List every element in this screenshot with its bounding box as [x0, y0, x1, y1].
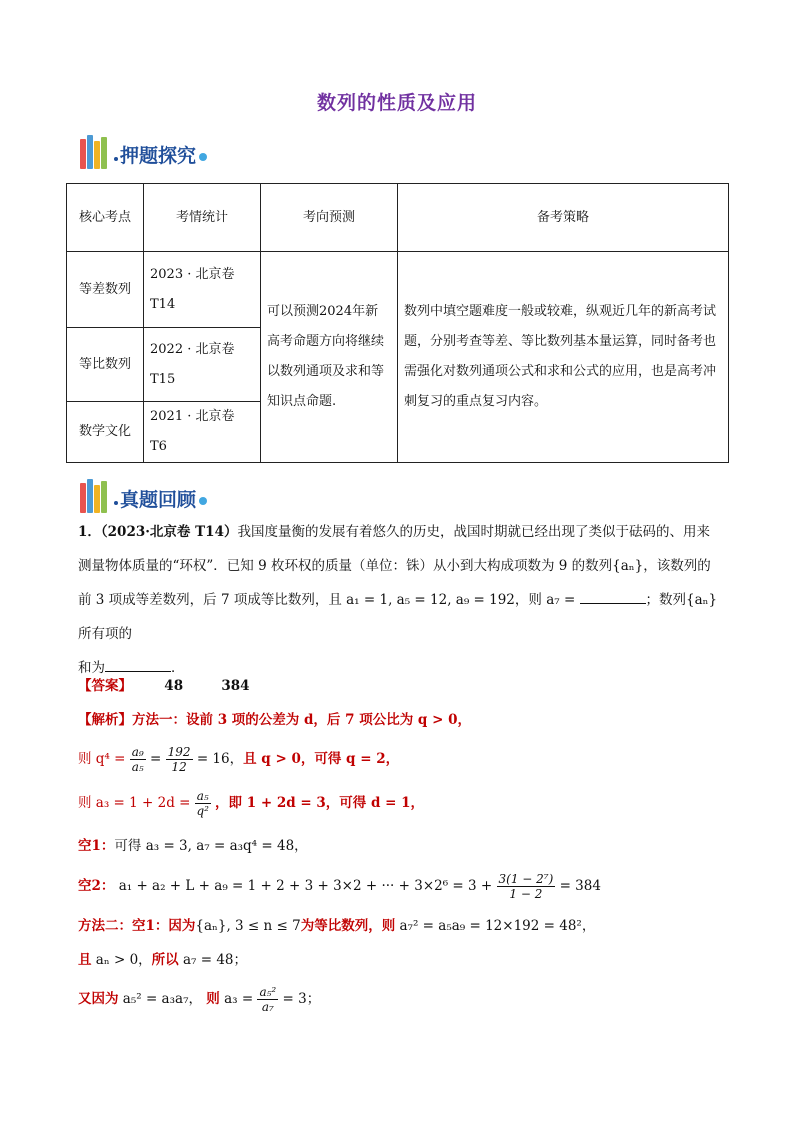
section-header-exploration	[80, 133, 207, 169]
section-title: 押题探究	[120, 145, 197, 167]
header-stats: 考情统计	[144, 184, 261, 252]
topic-cell: 等比数列	[67, 328, 144, 402]
dot-icon	[199, 497, 207, 505]
answer-line: 【答案】 48 384	[78, 678, 250, 694]
answer-blank[interactable]	[580, 589, 646, 604]
header-core-topic: 核心考点	[67, 184, 144, 252]
stat-cell: 2021 · 北京卷 T6	[144, 402, 261, 463]
topic-cell: 数学文化	[67, 402, 144, 463]
stat-cell: 2022 · 北京卷 T15	[144, 328, 261, 402]
header-prediction: 考向预测	[261, 184, 398, 252]
header-strategy: 备考策略	[398, 184, 729, 252]
topic-cell: 等差数列	[67, 252, 144, 328]
page-title: 数列的性质及应用	[316, 92, 477, 114]
section-header-review	[80, 477, 207, 513]
prediction-cell: 可以预测2024年新高考命题方向将继续以数列通项及求和等知识点命题.	[261, 252, 398, 463]
exam-analysis-table	[66, 183, 729, 463]
analysis-block: 【解析】方法一：设前 3 项的公差为 d，后 7 项公比为 q > 0， 则 q⁴ = $\frac{\text{a₉}}{\text{a₅}}$ = $\frac{192}{12}$ = 16，且 q > 0，可得 q = 2， 则 a₃ = 1 + 2d = $\frac{\text{a₅}}{\text{q²}}$ ，即 1 + 2d = 3，可得 d = 1， 空1：可得 a₃ = 3, a₇ = a₃q⁴ = 48， 空2： a₁ + a₂ + L + a₉ = 1 + 2 + 3 + 3×2 + ··· + 3×2⁶ = 3 + $\frac{\text{3(1 − 2⁷)}}{1 - 2}$ = 384 方法二：空1：因为{aₙ}, 3 ≤ n ≤ 7为等比数列，则 a₇² = a₅a₉ = 12×192 = 48²， 且 aₙ > 0，所以 a₇ = 48； 又因为 a₅² = a₃a₇， 则 a₃ = $\frac{\text{a₅²}}{\text{a₇}}$ = 3；	[78, 712, 601, 1014]
dot-icon	[199, 153, 207, 161]
stat-cell: 2023 · 北京卷 T14	[144, 252, 261, 328]
books-icon	[80, 135, 108, 169]
section-title: 真题回顾	[120, 489, 197, 511]
problem-text: 1．（2023·北京卷 T14）我国度量衡的发展有着悠久的历史，战国时期就已经出现了类似于砝码的、用来 测量物体质量的“环权”．已知 9 枚环权的质量（单位：铢）从小到大构成项数为 9 的数列{aₙ}，该数列的 前 3 项成等差数列，后 7 项成等比数列，且 a₁ = 1, a₅ = 12, a₉ = 192，则 a₇ = ；数列{aₙ}所有项的 和为 ．	[78, 524, 718, 676]
strategy-cell: 数列中填空题难度一般或较难，纵观近几年的新高考试题，分别考查等差、等比数列基本量运算，同时备考也需强化对数列通项公式和求和公式的应用，也是高考冲刺复习的重点复习内容。	[398, 252, 729, 463]
books-icon	[80, 479, 108, 513]
